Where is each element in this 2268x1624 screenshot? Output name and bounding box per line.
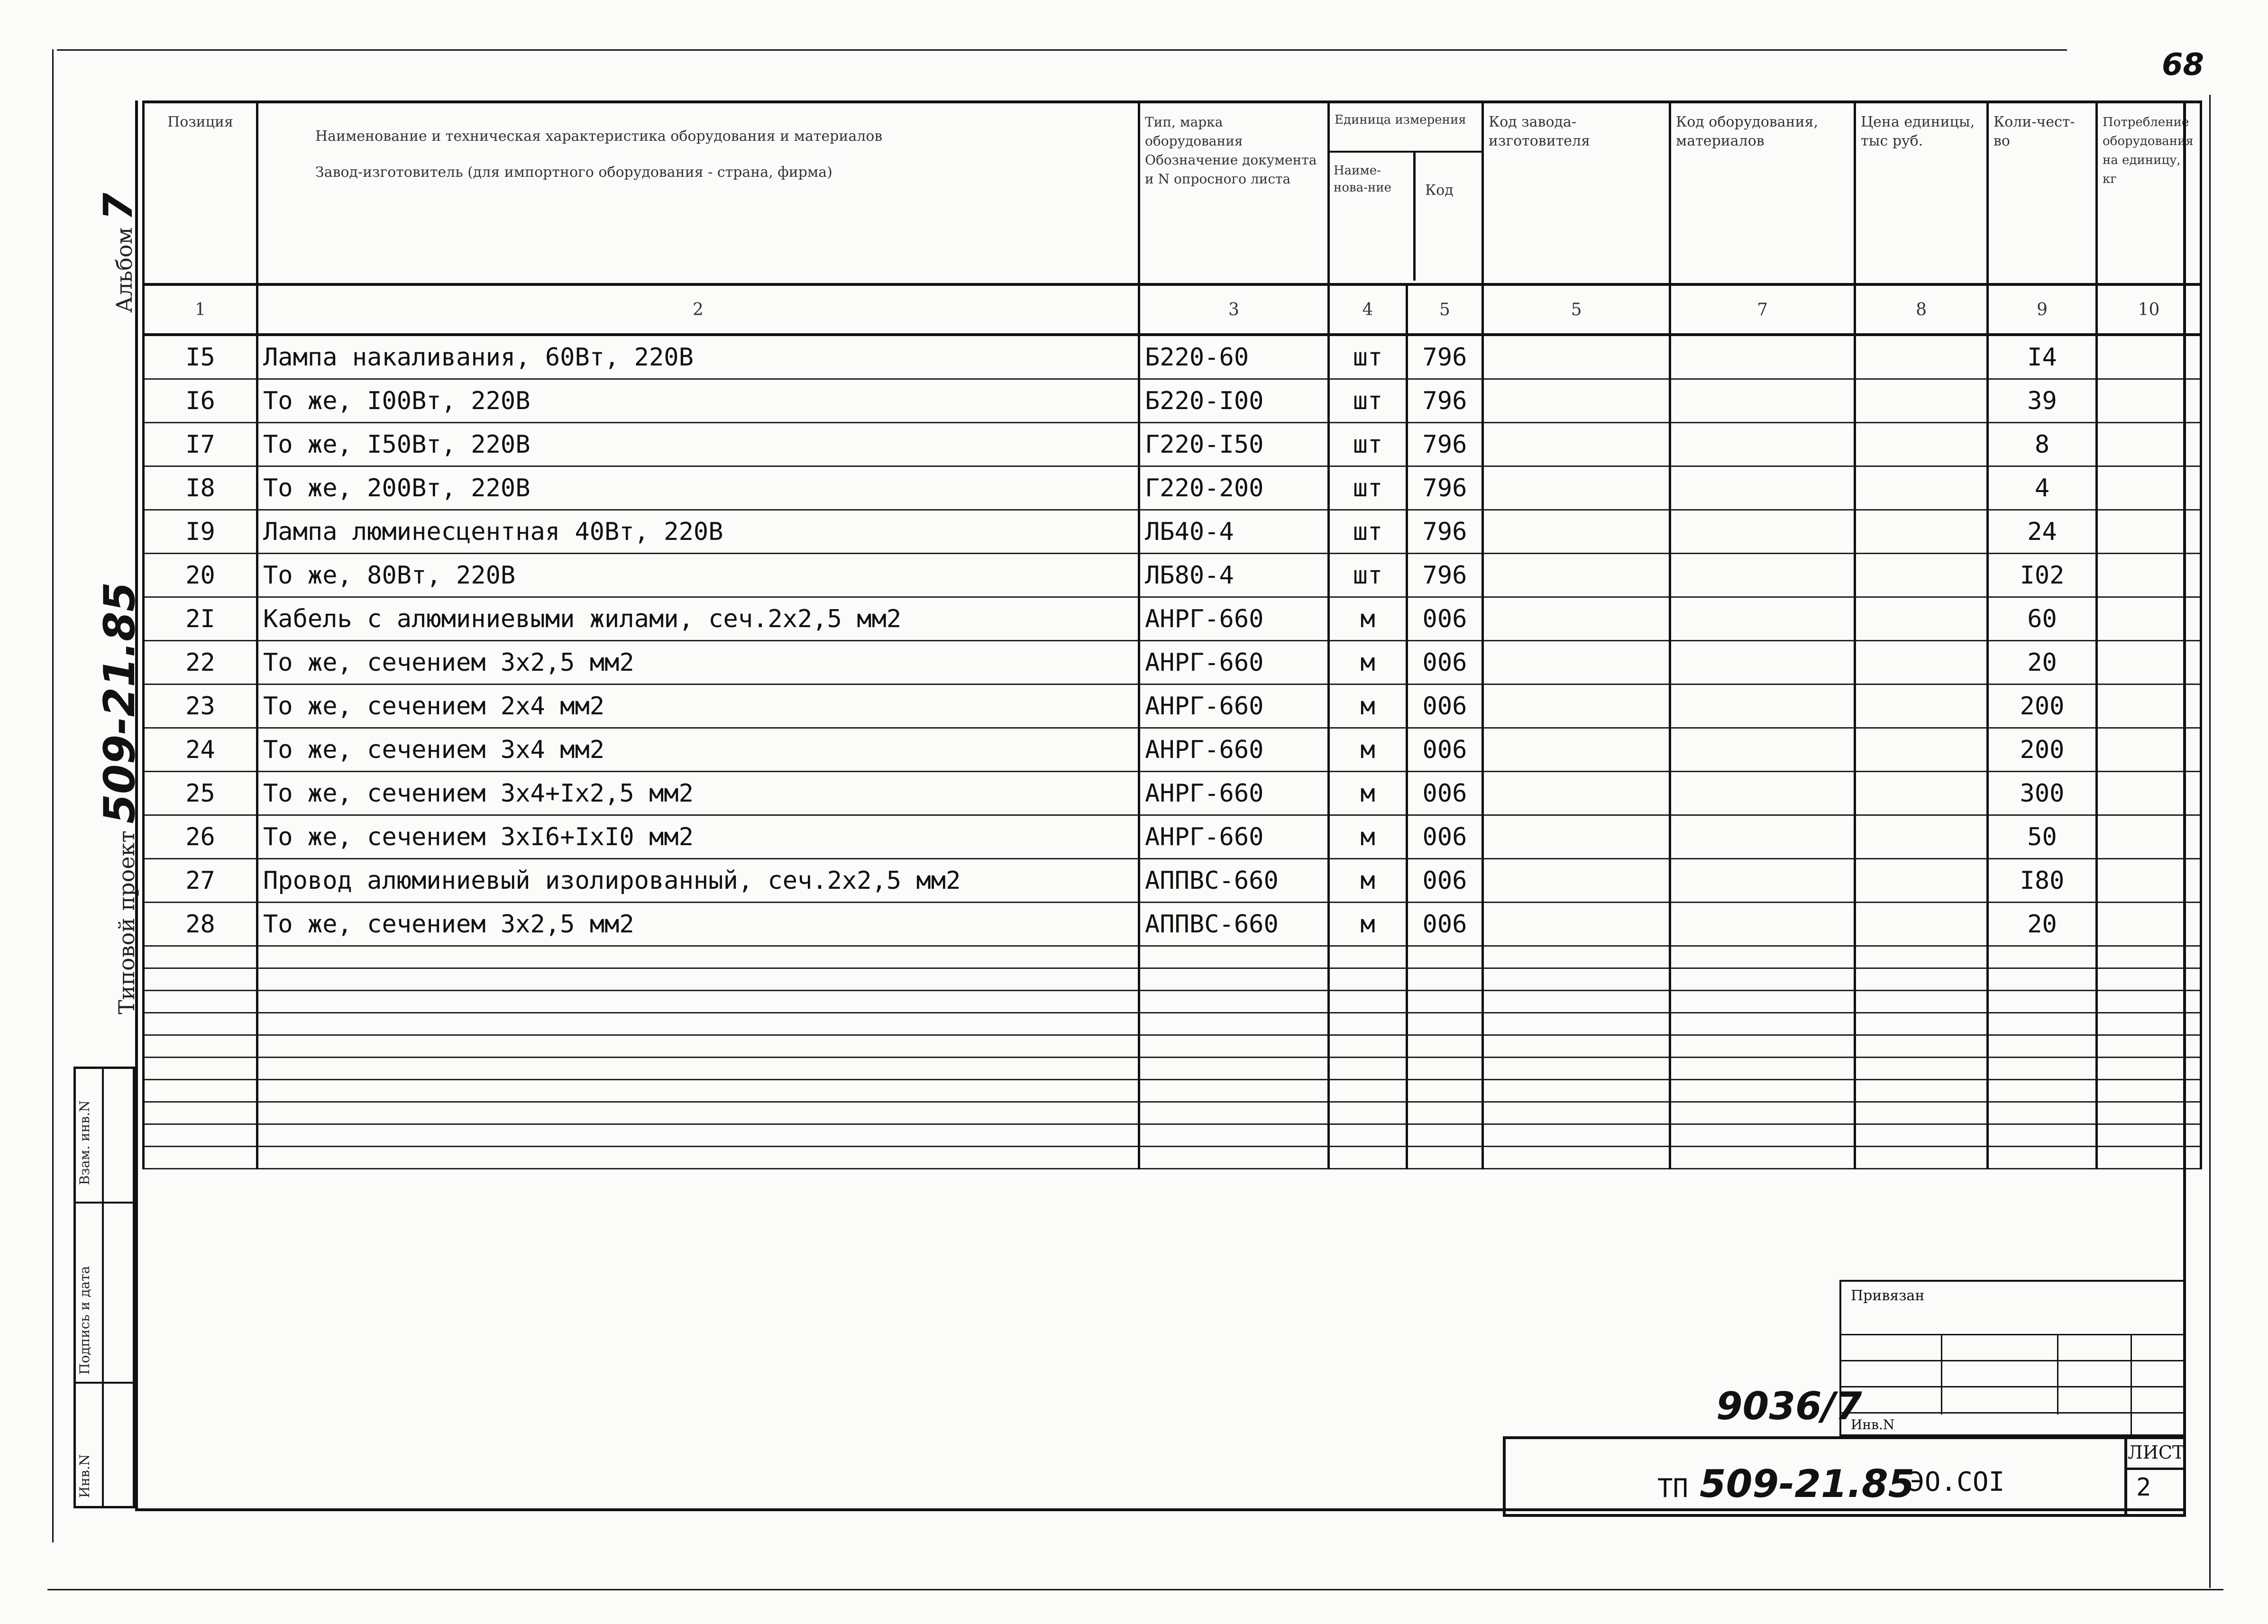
cell-pos: I9 (144, 510, 257, 554)
cell-name: То же, сечением 3х2,5 мм2 (257, 903, 1139, 946)
col-num: 8 (1855, 284, 1988, 335)
cell-name: То же, 80Вт, 220В (257, 554, 1139, 597)
cell-type: АНРГ-660 (1139, 815, 1329, 859)
title-block-right (2183, 1436, 2186, 1517)
specification-table (142, 100, 2202, 1169)
tp-prefix: ТП (1657, 1473, 1689, 1503)
cell-code: 796 (1407, 510, 1483, 554)
header-consumption: Потребление оборудования на единицу, кг (2097, 102, 2201, 284)
sheet-number: 2 (2136, 1473, 2151, 1502)
cell-pos: 26 (144, 815, 257, 859)
cell-type: ЛБ40-4 (1139, 510, 1329, 554)
header-unit (1329, 102, 1483, 284)
cell-qty: 50 (1988, 815, 2097, 859)
cell-type: Г220-200 (1139, 466, 1329, 510)
empty-row (144, 1102, 2201, 1124)
cell-code: 796 (1407, 379, 1483, 423)
cell-type: Б220-I00 (1139, 379, 1329, 423)
col-num: 2 (257, 284, 1139, 335)
cell-qty: I80 (1988, 859, 2097, 903)
cell-name: Кабель с алюминиевыми жилами, сеч.2х2,5 мм2 (257, 597, 1139, 641)
cell-name: То же, сечением 3х4 мм2 (257, 728, 1139, 772)
cell-code: 796 (1407, 423, 1483, 466)
table-row (144, 597, 2201, 641)
cell-name: То же, сечением 3х4+Iх2,5 мм2 (257, 772, 1139, 815)
bottom-border (47, 1589, 2223, 1590)
cell-pos: 2I (144, 597, 257, 641)
cell-code: 796 (1407, 554, 1483, 597)
empty-row (144, 1147, 2201, 1169)
cell-qty: I4 (1988, 335, 2097, 379)
cell-code: 796 (1407, 335, 1483, 379)
table-row (144, 641, 2201, 684)
table-row (144, 554, 2201, 597)
header-row (144, 102, 2201, 284)
cell-code: 796 (1407, 466, 1483, 510)
cell-type: АНРГ-660 (1139, 772, 1329, 815)
empty-row (144, 946, 2201, 968)
project-label: Типовой проект 509-21.85 (95, 582, 145, 1014)
col-num: 5 (1407, 284, 1483, 335)
cell-unit: м (1329, 772, 1407, 815)
cell-unit: шт (1329, 423, 1407, 466)
cell-qty: 300 (1988, 772, 2097, 815)
col-num: 4 (1329, 284, 1407, 335)
cell-unit: м (1329, 815, 1407, 859)
cell-type: АППВС-660 (1139, 903, 1329, 946)
inv-no-label: Инв.N (77, 1454, 92, 1498)
cell-type: ЛБ80-4 (1139, 554, 1329, 597)
cell-type: АНРГ-660 (1139, 641, 1329, 684)
col-num: 1 (144, 284, 257, 335)
cell-qty: 200 (1988, 728, 2097, 772)
cell-qty: 4 (1988, 466, 2097, 510)
empty-row (144, 968, 2201, 991)
cell-code: 006 (1407, 815, 1483, 859)
header-name-line2: Завод-изготовитель (для импортного оборудования - страна, фирма) (315, 164, 832, 181)
cell-pos: 24 (144, 728, 257, 772)
header-type: Тип, марка оборудования Обозначение документа и N опросного листа (1139, 102, 1329, 284)
cell-qty: 60 (1988, 597, 2097, 641)
cell-name: То же, сечением 3х2,5 мм2 (257, 641, 1139, 684)
cell-code: 006 (1407, 772, 1483, 815)
cell-type: АНРГ-660 (1139, 728, 1329, 772)
doc-code: ЭО.СОI (1909, 1467, 2005, 1497)
header-position: Позиция (144, 102, 257, 284)
cell-pos: 22 (144, 641, 257, 684)
table-row (144, 859, 2201, 903)
table-row (144, 772, 2201, 815)
cell-type: Г220-I50 (1139, 423, 1329, 466)
header-quantity: Коли-чест-во (1988, 102, 2097, 284)
cell-unit: шт (1329, 379, 1407, 423)
cell-name: Провод алюминиевый изолированный, сеч.2х2,5 мм2 (257, 859, 1139, 903)
inv-label: Инв.N (1851, 1417, 1895, 1432)
cell-qty: I02 (1988, 554, 2097, 597)
cell-name: Лампа люминесцентная 40Вт, 220В (257, 510, 1139, 554)
cell-pos: I8 (144, 466, 257, 510)
replaced-inv-label: Взам. инв.N (77, 1100, 92, 1185)
cell-unit: м (1329, 903, 1407, 946)
binding-block (1839, 1280, 2183, 1436)
handwritten-number: 9036/7 (1716, 1384, 1862, 1428)
right-border (2209, 95, 2211, 1588)
cell-unit: шт (1329, 554, 1407, 597)
col-num: 7 (1670, 284, 1855, 335)
cell-unit: м (1329, 728, 1407, 772)
cell-type: АППВС-660 (1139, 859, 1329, 903)
column-number-row (144, 284, 2201, 335)
cell-qty: 39 (1988, 379, 2097, 423)
cell-unit: шт (1329, 466, 1407, 510)
empty-row (144, 1080, 2201, 1102)
empty-row (144, 1124, 2201, 1147)
inner-frame-right (2183, 100, 2186, 1508)
signature-date-label: Подпись и дата (77, 1266, 92, 1375)
cell-unit: шт (1329, 510, 1407, 554)
empty-row (144, 1035, 2201, 1058)
cell-pos: I5 (144, 335, 257, 379)
cell-pos: 28 (144, 903, 257, 946)
header-unit-title: Единица измерения (1330, 103, 1482, 153)
cell-qty: 200 (1988, 684, 2097, 728)
cell-pos: I6 (144, 379, 257, 423)
header-price: Цена единицы, тыс руб. (1855, 102, 1988, 284)
cell-name: Лампа накаливания, 60Вт, 220В (257, 335, 1139, 379)
table-row (144, 903, 2201, 946)
col-num: 3 (1139, 284, 1329, 335)
cell-qty: 24 (1988, 510, 2097, 554)
header-equipment-code: Код оборудования, материалов (1670, 102, 1855, 284)
left-border (52, 49, 54, 1542)
cell-pos: 27 (144, 859, 257, 903)
cell-code: 006 (1407, 728, 1483, 772)
table-row (144, 466, 2201, 510)
table-row (144, 335, 2201, 379)
table-row (144, 684, 2201, 728)
cell-type: АНРГ-660 (1139, 597, 1329, 641)
col-num: 10 (2097, 284, 2201, 335)
cell-code: 006 (1407, 641, 1483, 684)
col-num: 9 (1988, 284, 2097, 335)
album-label: Альбом 7 (95, 192, 141, 313)
top-border (57, 49, 2067, 51)
cell-pos: 20 (144, 554, 257, 597)
cell-qty: 8 (1988, 423, 2097, 466)
empty-row (144, 1013, 2201, 1035)
cell-code: 006 (1407, 684, 1483, 728)
cell-unit: м (1329, 641, 1407, 684)
cell-pos: I7 (144, 423, 257, 466)
cell-type: АНРГ-660 (1139, 684, 1329, 728)
inner-frame-left (135, 100, 138, 1508)
cell-name: То же, I00Вт, 220В (257, 379, 1139, 423)
table-row (144, 815, 2201, 859)
table-row (144, 510, 2201, 554)
cell-code: 006 (1407, 903, 1483, 946)
cell-qty: 20 (1988, 641, 2097, 684)
cell-qty: 20 (1988, 903, 2097, 946)
tp-number: 509-21.85 (1700, 1462, 1915, 1506)
sheet-label: ЛИСТ (2128, 1442, 2185, 1463)
title-block (1503, 1436, 2183, 1517)
cell-name: То же, I50Вт, 220В (257, 423, 1139, 466)
header-unit-code: Код (1425, 182, 1454, 199)
cell-unit: м (1329, 859, 1407, 903)
empty-row (144, 991, 2201, 1013)
cell-code: 006 (1407, 597, 1483, 641)
note-label: Привязан (1851, 1287, 1925, 1304)
header-name-line1: Наименование и техническая характеристика оборудования и материалов (315, 128, 883, 145)
cell-unit: м (1329, 684, 1407, 728)
empty-row (144, 1058, 2201, 1080)
header-unit-name: Наиме-нова-ние (1330, 153, 1416, 281)
table-row (144, 728, 2201, 772)
cell-pos: 23 (144, 684, 257, 728)
cell-pos: 25 (144, 772, 257, 815)
cell-code: 006 (1407, 859, 1483, 903)
cell-type: Б220-60 (1139, 335, 1329, 379)
cell-name: То же, 200Вт, 220В (257, 466, 1139, 510)
cell-unit: шт (1329, 335, 1407, 379)
header-name (257, 102, 1139, 284)
table-row (144, 379, 2201, 423)
col-num: 5 (1483, 284, 1670, 335)
cell-name: То же, сечением 3хI6+IхI0 мм2 (257, 815, 1139, 859)
cell-name: То же, сечением 2х4 мм2 (257, 684, 1139, 728)
page-number: 68 (2162, 47, 2204, 82)
table-row (144, 423, 2201, 466)
header-plant-code: Код завода-изготовителя (1483, 102, 1670, 284)
cell-unit: м (1329, 597, 1407, 641)
